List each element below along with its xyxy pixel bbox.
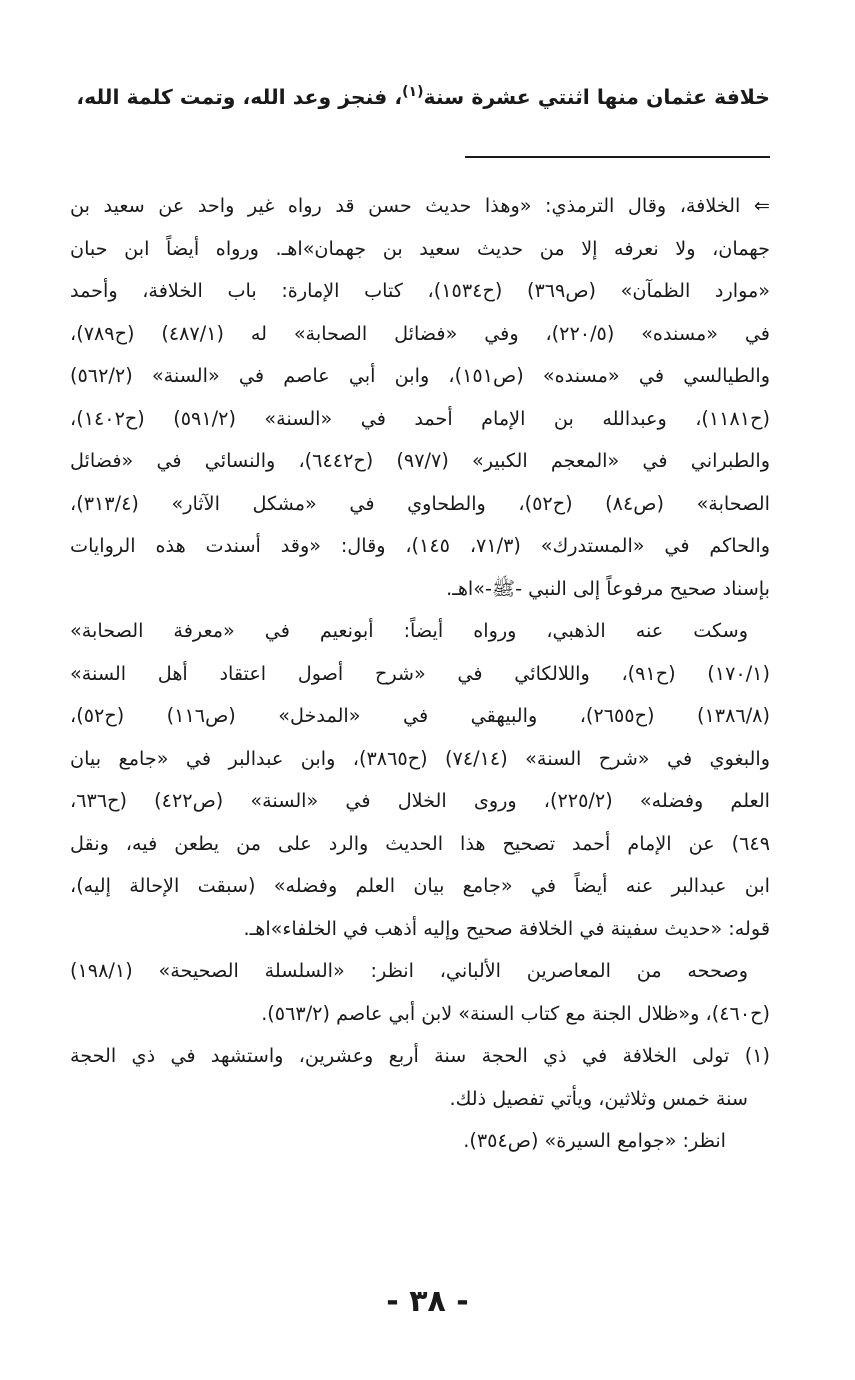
main-text-line	[70, 62, 770, 127]
footnote-line: جهمان، ولا نعرفه إلا من حديث سعيد بن جهمان»اهـ. ورواه أيضاً ابن حبان	[70, 236, 770, 260]
footnote-line: وسكت عنه الذهبي، ورواه أيضاً: أبونعيم في «معرفة الصحابة»	[70, 619, 748, 642]
footnote-line: العلم وفضله» (٢٢٥/٢)، وروى الخلال في «السنة» (ص٤٢٢) (ح٦٣٦،	[70, 789, 770, 812]
main-text-after: ، فنجز وعد الله، وتمت كلمة الله،	[76, 84, 403, 109]
footnote-line: والطيالسي في «مسنده» (ص١٥١)، وابن أبي عاصم في «السنة» (٥٦٢/٢)	[70, 364, 770, 387]
footnote-line: ابن عبدالبر عنه أيضاً في «جامع بيان العلم وفضله» (سبقت الإحالة إليه)،	[70, 874, 770, 897]
footnote-line: (ح١١٨١)، وعبدالله بن الإمام أحمد في «السنة» (٥٩١/٢) (ح١٤٠٢)،	[70, 406, 770, 430]
footnote-line: بإسناد صحيح مرفوعاً إلى النبي -ﷺ-»اهـ.	[446, 576, 770, 600]
footnote-line: الصحابة» (ص٨٤) (ح٥٢)، والطحاوي في «مشكل الآثار» (٣١٣/٤)،	[70, 491, 770, 515]
footnotes-block	[70, 185, 770, 1163]
footnote-line: والطبراني في «المعجم الكبير» (٩٧/٧) (ح٦٤٤٢)، والنسائي في «فضائل	[70, 449, 770, 472]
footnote-line: قوله: «حديث سفينة في الخلافة صحيح وإليه أذهب في الخلفاء»اهـ.	[243, 916, 770, 940]
main-text-before: خلافة عثمان منها اثنتي عشرة سنة	[423, 84, 770, 109]
footnote-line: (ح٤٦٠)، و«ظلال الجنة مع كتاب السنة» لابن أبي عاصم (٥٦٣/٢).	[261, 1001, 770, 1025]
footnote-line: ٦٤٩) عن الإمام أحمد تصحيح هذا الحديث والرد على من يطعن فيه، ونقل	[70, 831, 770, 855]
footnote-line: «موارد الظمآن» (ص٣٦٩) (ح١٥٣٤)، كتاب الإمارة: باب الخلافة، وأحمد	[70, 279, 770, 302]
footnote-line: (١٧٠/١) (ح٩١)، واللالكائي في «شرح أصول اعتقاد أهل السنة»	[70, 661, 770, 685]
footnote-line: وصححه من المعاصرين الألباني، انظر: «السلسلة الصحيحة» (١٩٨/١)	[70, 959, 748, 982]
footnote-line: والبغوي في «شرح السنة» (٧٤/١٤) (ح٣٨٦٥)، وابن عبدالبر في «جامع بيان	[70, 746, 770, 770]
footnote-line: (١٣٨٦/٨) (ح٢٦٥٥)، والبيهقي في «المدخل» (ص١١٦) (ح٥٢)،	[70, 704, 770, 727]
footnote-line: سنة خمس وثلاثين، ويأتي تفصيل ذلك.	[449, 1086, 748, 1110]
footnote-line: ⇐ الخلافة، وقال الترمذي: «وهذا حديث حسن قد رواه غير واحد عن سعيد بن	[70, 194, 770, 217]
footnote-reference: (١)	[402, 84, 424, 100]
footnote-line: (١) تولى الخلافة في ذي الحجة سنة أربع وعشرين، واستشهد في ذي الحجة	[70, 1044, 770, 1067]
footnote-line: في «مسنده» (٢٢٠/٥)، وفي «فضائل الصحابة» له (٤٨٧/١) (ح٧٨٩)،	[70, 321, 770, 345]
footnote-line: والحاكم في «المستدرك» (٧١/٣، ١٤٥)، وقال: «وقد أسندت هذه الروايات	[70, 534, 770, 557]
page-number: - ٣٨ -	[386, 1284, 469, 1319]
footnote-line: انظر: «جوامع السيرة» (ص٣٥٤).	[463, 1129, 726, 1152]
footnote-separator-rule	[465, 156, 770, 158]
